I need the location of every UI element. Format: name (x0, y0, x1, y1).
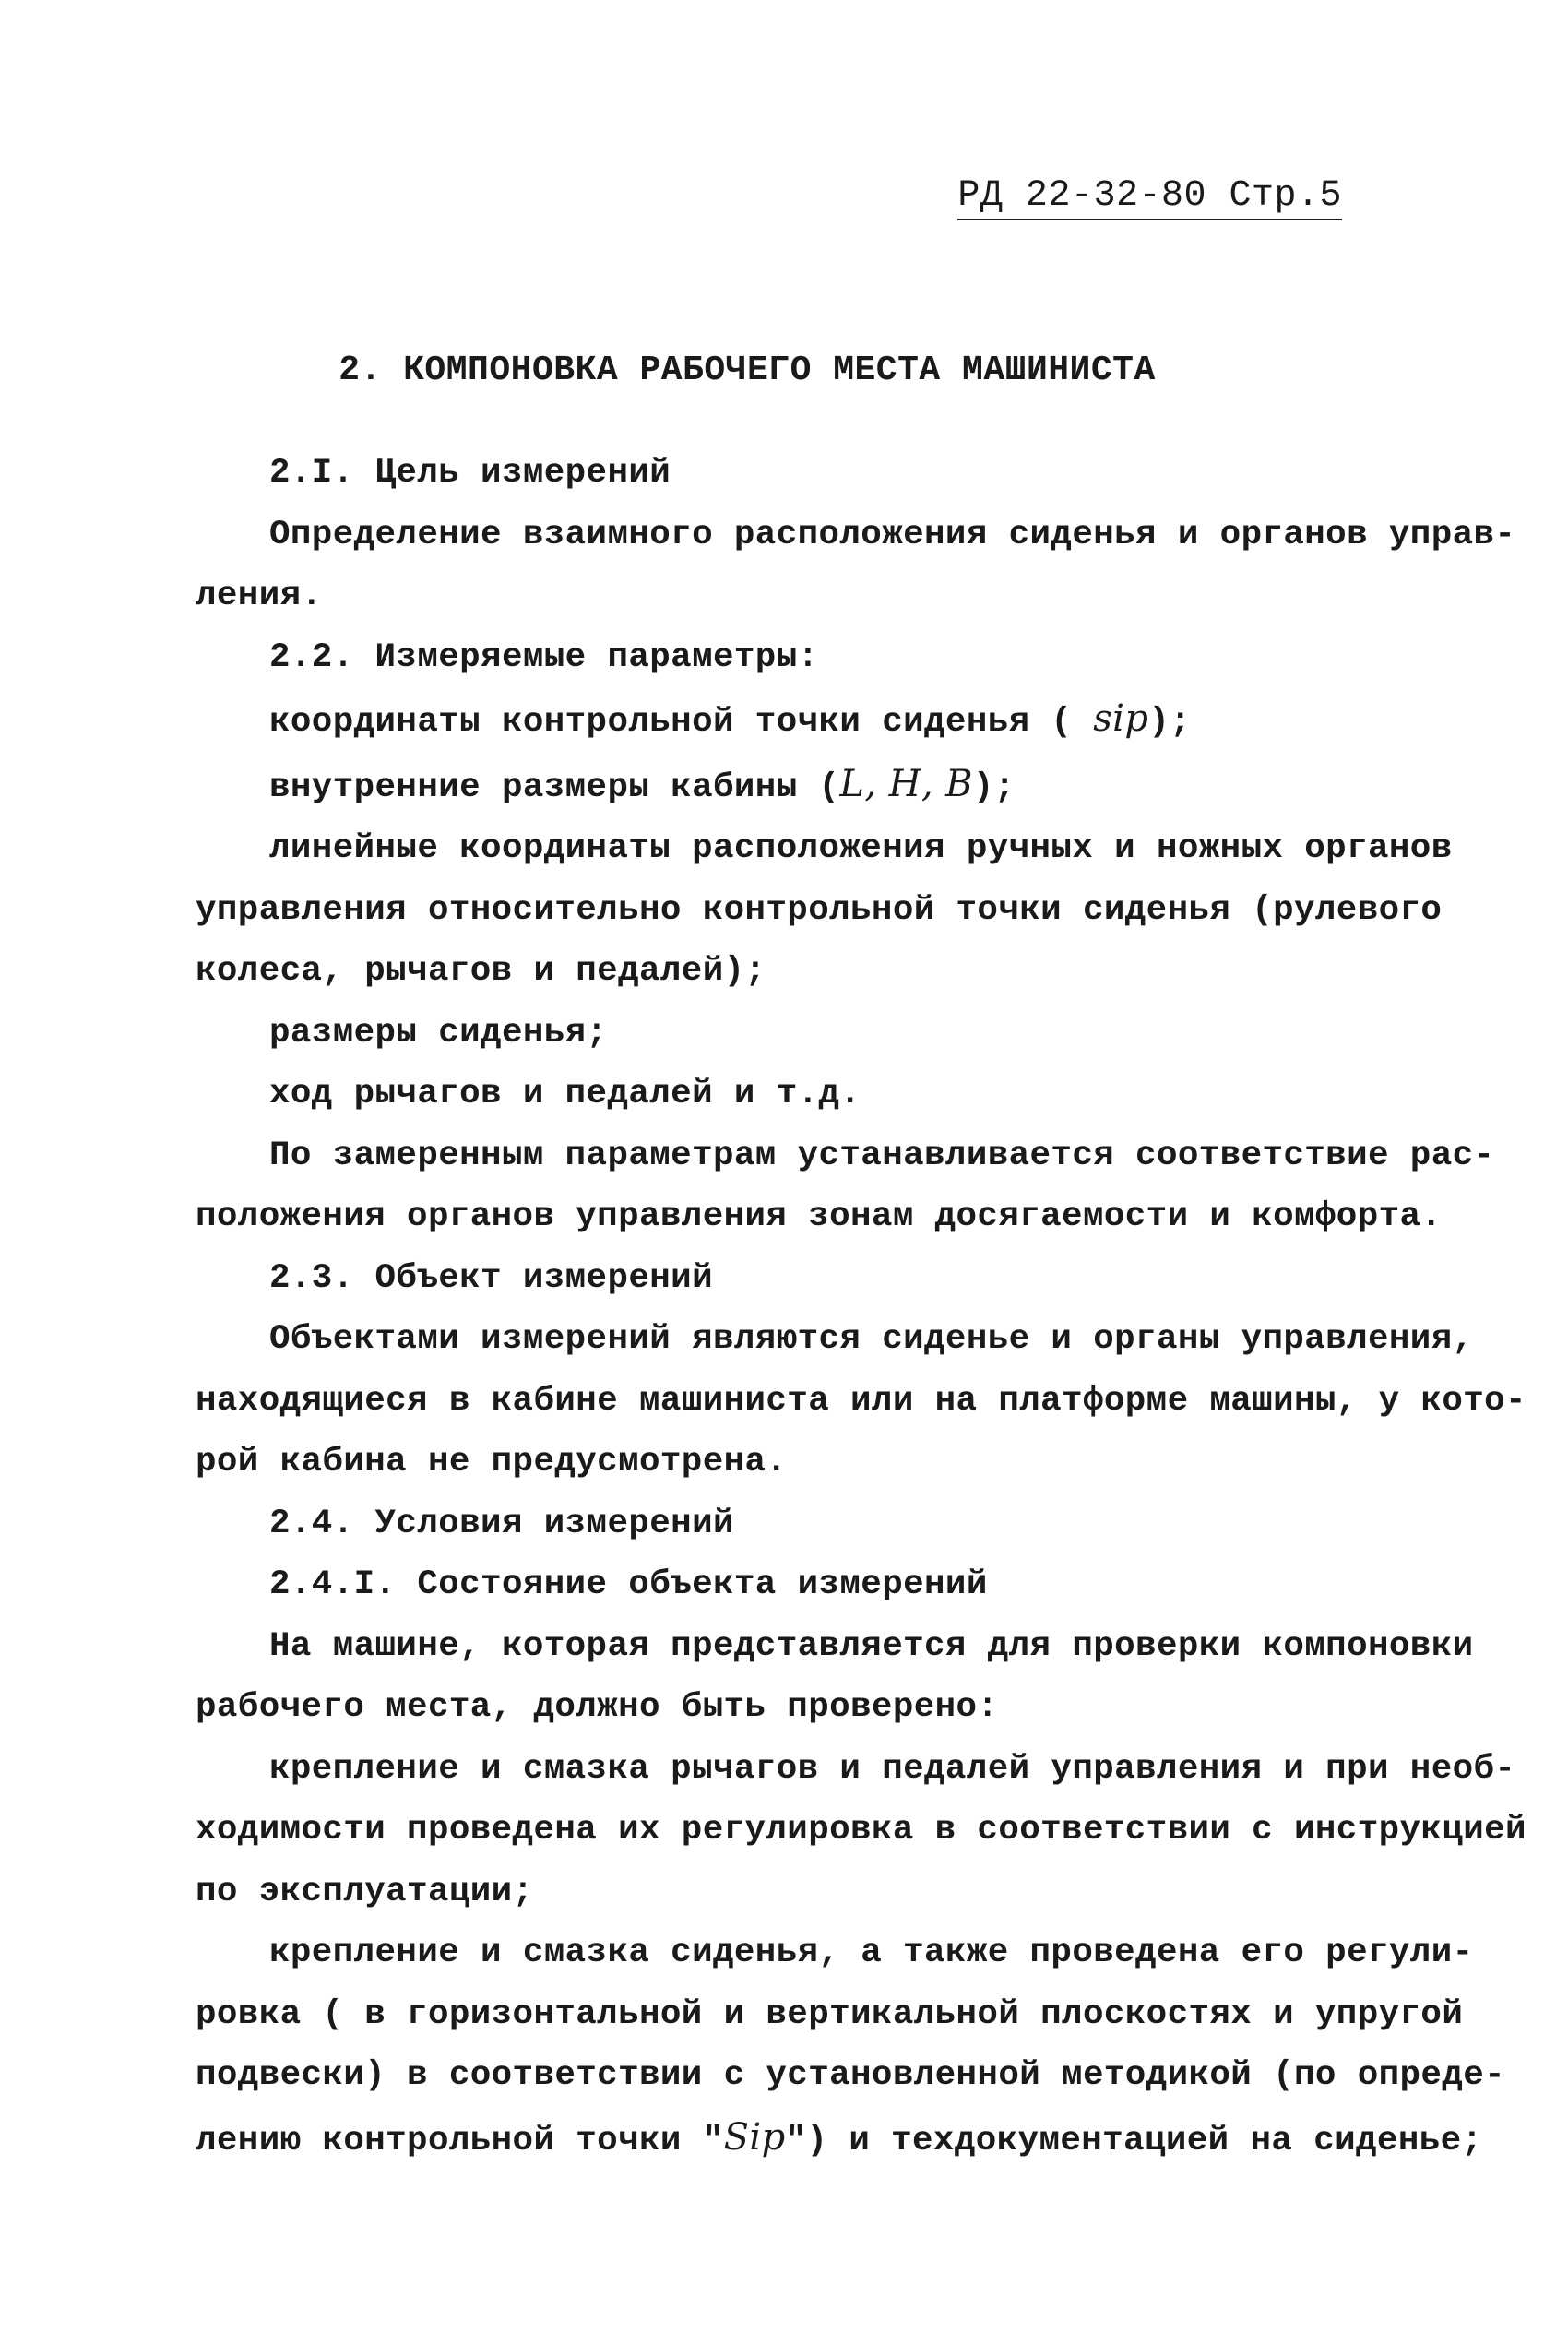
section-title: 2. КОМПОНОВКА РАБОЧЕГО МЕСТА МАШИНИСТА (339, 351, 1156, 390)
param-coordinates-line (196, 688, 1385, 754)
subsection-heading-2-4-1: 2.4.I. Состояние объекта измерений (269, 1565, 988, 1604)
document-body (196, 443, 1526, 2171)
text-fragment: внутренние размеры кабины ( (269, 767, 840, 807)
param-cabin-line (196, 754, 1385, 819)
handwritten-cabin-vars: L, H, B (839, 762, 973, 805)
subsection-heading-2-1: 2.I. Цель измерений (269, 454, 671, 493)
subsection-heading-2-4: 2.4. Условия измерений (269, 1504, 734, 1543)
text-line: На машине, которая представляется для проверки компоновки (269, 1626, 1474, 1666)
text-line: ход рычагов и педалей и т.д. (269, 1075, 861, 1113)
text-fragment: ") и техдокументацией на сиденье; (785, 2121, 1483, 2160)
text-line: Определение взаимного расположения сиденья и органов управ- (269, 515, 1516, 554)
subsection-heading-2-2: 2.2. Измеряемые параметры: (269, 637, 819, 677)
text-fragment: лению контрольной точки " (196, 2121, 724, 2160)
text-line: крепление и смазка рычагов и педалей управления и при необ- (269, 1749, 1516, 1789)
text-fragment: координаты контрольной точки сиденья ( (269, 703, 1073, 742)
text-fragment: ); (972, 767, 1016, 807)
sip-reference-line (196, 2107, 1483, 2172)
text-line: подвески) в соответствии с установленной методикой (по опреде- (196, 2056, 1506, 2095)
text-line: рой кабина не предусмотрена. (196, 1443, 788, 1481)
page-header: РД 22-32-80 Стр.5 (957, 175, 1342, 220)
text-line: Объектами измерений являются сиденье и органы управления, (269, 1320, 1474, 1359)
text-line: крепление и смазка сиденья, а также проведена его регули- (269, 1933, 1474, 1972)
text-line: положения органов управления зонам досягаемости и комфорта. (196, 1197, 1443, 1236)
text-line: колеса, рычагов и педалей); (196, 952, 766, 991)
text-line: по эксплуатации; (196, 1872, 534, 1911)
handwritten-sip: sip (1093, 697, 1149, 740)
text-line: находящиеся в кабине машиниста или на платформе машины, у кото- (196, 1381, 1526, 1421)
text-line: По замеренным параметрам устанавливается соответствие рас- (269, 1136, 1495, 1175)
text-line: рабочего места, должно быть проверено: (196, 1688, 999, 1727)
text-line: ровка ( в горизонтальной и вертикальной плоскостях и упругой (196, 1994, 1464, 2034)
text-line: ления. (196, 577, 323, 615)
subsection-heading-2-3: 2.3. Объект измерений (269, 1258, 713, 1298)
text-line: управления относительно контрольной точки сиденья (рулевого (196, 890, 1443, 930)
text-fragment: ); (1148, 703, 1192, 742)
text-line: ходимости проведена их регулировка в соответствии с инструкцией (196, 1811, 1526, 1850)
handwritten-sip: Sip (723, 2115, 786, 2159)
text-line: линейные координаты расположения ручных и ножных органов (269, 829, 1453, 868)
text-line: размеры сиденья; (269, 1013, 608, 1053)
